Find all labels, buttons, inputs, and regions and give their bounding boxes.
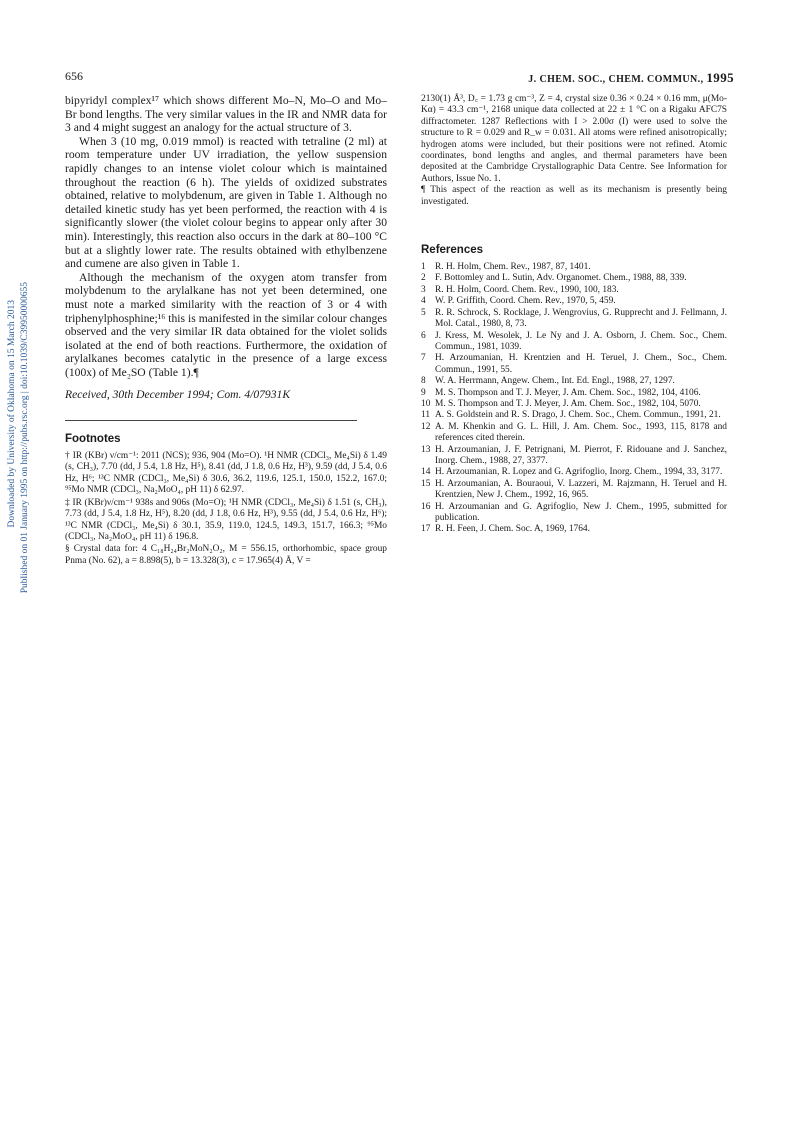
- journal-header: [528, 70, 734, 86]
- body-paragraph-2: When 3 (10 mg, 0.019 mmol) is reacted with tetraline (2 ml) at room temperature under UV irradiation, the yellow suspension rapidly changes to an intense violet colour which is maintained throughout the reaction (6 h). The yields of oxidized substrates obtained, relative to molybdenum, are given in Table 1. Although no detailed kinetic study has yet been performed, the reaction with 4 is significantly slower (the violet colour begins to appear only after 30 min). Interestingly, this reaction also occurs in the dark at 80–100 °C but at a slightly lower rate. The results obtained with ethylbenzene and cumene are also given in Table 1.: [65, 134, 387, 271]
- reference-text: M. S. Thompson and T. J. Meyer, J. Am. Chem. Soc., 1982, 104, 4106.: [435, 387, 701, 398]
- reference-number: 2: [421, 273, 426, 284]
- reference-text: A. M. Khenkin and G. L. Hill, J. Am. Chem. Soc., 1993, 115, 8178 and references cited therein.: [435, 421, 727, 444]
- reference-item: [421, 467, 727, 478]
- reference-item: [421, 524, 727, 535]
- references-heading: References: [421, 244, 484, 257]
- reference-number: 15: [421, 478, 431, 489]
- reference-number: 7: [421, 353, 426, 364]
- reference-item: [421, 296, 727, 307]
- reference-text: R. R. Schrock, S. Rocklage, J. Wengrovius, G. Rupprecht and J. Fellmann, J. Mol. Catal., 1980, 8, 73.: [435, 307, 727, 330]
- reference-item: [421, 262, 727, 273]
- reference-text: A. S. Goldstein and R. S. Drago, J. Chem. Soc., Chem. Commun., 1991, 21.: [435, 410, 721, 421]
- doi-notice[interactable]: Published on 01 January 1995 on http://pubs.rsc.org | doi:10.1039/C39950000655: [20, 282, 30, 594]
- reference-text: M. S. Thompson and T. J. Meyer, J. Am. Chem. Soc., 1982, 104, 5070.: [435, 398, 701, 409]
- reference-text: W. P. Griffith, Coord. Chem. Rev., 1970, 5, 459.: [435, 296, 616, 307]
- footnote-crystal-data: § Crystal data for: 4 C₁₈H₂₄Br₂MoN₂O₂, M = 556.15, orthorhombic, space group Pnma (No. 62), a = 8.898(5), b = 13.328(3), c = 17.965(4) Å, V =: [65, 544, 387, 566]
- right-column: [421, 94, 727, 536]
- received-line: Received, 30th December 1994; Com. 4/07931K: [65, 388, 291, 402]
- reference-text: J. Kress, M. Wesolek, J. Le Ny and J. A. Osborn, J. Chem. Soc., Chem. Commun., 1981, 1039.: [435, 330, 727, 352]
- reference-item: [421, 308, 727, 331]
- reference-text: F. Bottomley and L. Sutin, Adv. Organomet. Chem., 1988, 88, 339.: [435, 273, 687, 284]
- reference-text: R. H. Holm, Chem. Rev., 1987, 87, 1401.: [435, 262, 591, 273]
- reference-item: [421, 399, 727, 410]
- reference-text: H. Arzoumanian and G. Agrifoglio, New J. Chem., 1995, submitted for publication.: [435, 501, 727, 523]
- reference-item: [421, 502, 727, 525]
- reference-item: [421, 285, 727, 296]
- reference-number: 16: [421, 501, 431, 512]
- reference-item: [421, 353, 727, 376]
- reference-item: [421, 331, 727, 354]
- reference-number: 1: [421, 262, 426, 273]
- reference-number: 5: [421, 307, 426, 318]
- reference-text: H. Arzoumanian, A. Bouraoui, V. Lazzeri, M. Rajzmann, H. Teruel and H. Krentzien, New J. Chem., 1992, 16, 965.: [435, 478, 727, 501]
- footnote-dagger: † IR (KBr) ν/cm⁻¹: 2011 (NCS); 936, 904 (Mo=O). ¹H NMR (CDCl₃, Me₄Si) δ 1.49 (s, CH₃), 7.70 (dd, J 5.4, 1.8 Hz, H⁵), 8.41 (dd, J 1.8, 0.6 Hz, H³), 9.59 (dd, J 5.4, 0.6 Hz, H⁶; ¹³C NMR (CDCl₃, Me₄Si) δ 30.6, 36.2, 119.6, 125.1, 150.0, 152.2, 167.0; ⁹⁵Mo NMR (CDCl₃, Na₂MoO₄, pH 11) δ 62.97.: [65, 451, 387, 496]
- footnotes-heading: Footnotes: [65, 433, 121, 446]
- reference-item: [421, 273, 727, 284]
- reference-text: H. Arzoumanian, R. Lopez and G. Agrifoglio, Inorg. Chem., 1994, 33, 3177.: [435, 467, 723, 478]
- footnote-double-dagger: ‡ IR (KBr)ν/cm⁻¹ 938s and 906s (Mo=O); ¹H NMR (CDCl₃, Me₄Si) δ 1.51 (s, CH₃), 7.73 (dd, J 5.4, 1.8 Hz, H⁵), 8.20 (dd, J 1.8, 0.6 Hz, H³), 9.55 (dd, J 5.4, 0.6 Hz, H⁶); ¹³C NMR (CDCl₃, Me₄Si) δ 30.1, 35.9, 119.0, 124.5, 149.3, 151.7, 166.3; ⁹⁵Mo (CDCl₃, Na₂MoO₄, pH 11) δ 196.8.: [65, 497, 387, 542]
- reference-item: [421, 410, 727, 421]
- reference-number: 3: [421, 284, 426, 295]
- left-column: [65, 94, 387, 568]
- section-divider: [65, 420, 357, 421]
- download-watermark: [0, 0, 40, 1128]
- reference-item: [421, 422, 727, 445]
- reference-number: 8: [421, 376, 426, 387]
- reference-number: 4: [421, 296, 426, 307]
- reference-list: [421, 262, 727, 536]
- footnote-crystal-data-continued: 2130(1) Å³, D꜀ = 1.73 g cm⁻³, Z = 4, crystal size 0.36 × 0.24 × 0.16 mm, μ(Mo-Kα) = 43.3 cm⁻¹, 2168 unique data collected at 22 ± 1 °C on a Rigaku AFC7S diffractometer. 1287 Reflections with I > 2.00σ (I) were used to solve the structure to R = 0.029 and R_w = 0.031. All atoms were refined anisotropically; hydrogen atoms were included, but their positions were not refined. Atomic coordinates, bond lengths and angles, and thermal parameters have been deposited at the Cambridge Crystallographic Data Centre. See Information for Authors, Issue No. 1.: [421, 94, 727, 184]
- download-notice[interactable]: Downloaded by University of Oklahoma on 15 March 2013: [7, 300, 17, 528]
- reference-text: R. H. Feen, J. Chem. Soc. A, 1969, 1764.: [435, 524, 590, 535]
- reference-item: [421, 479, 727, 502]
- reference-number: 6: [421, 330, 426, 341]
- reference-item: [421, 388, 727, 399]
- reference-number: 12: [421, 421, 431, 432]
- reference-item: [421, 445, 727, 468]
- journal-year: 1995: [706, 70, 734, 85]
- footnote-pilcrow: ¶ This aspect of the reaction as well as its mechanism is presently being investigated.: [421, 185, 727, 207]
- page-number: 656: [65, 69, 83, 83]
- reference-text: H. Arzoumanian, J. F. Petrignani, M. Pierrot, F. Ridouane and J. Sanchez, Inorg. Chem., 1988, 27, 3377.: [435, 444, 727, 466]
- reference-text: R. H. Holm, Coord. Chem. Rev., 1990, 100, 183.: [435, 284, 619, 295]
- reference-item: [421, 376, 727, 387]
- reference-number: 13: [421, 444, 431, 455]
- reference-number: 11: [421, 410, 431, 421]
- reference-number: 17: [421, 524, 431, 535]
- body-paragraph-1: bipyridyl complex¹⁷ which shows different Mo–N, Mo–O and Mo–Br bond lengths. The very similar values in the IR and NMR data for 3 and 4 might suggest an analogy for the actual structure of 3.: [65, 94, 387, 135]
- reference-number: 10: [421, 398, 431, 409]
- reference-number: 9: [421, 387, 426, 398]
- journal-title: J. CHEM. SOC., CHEM. COMMUN.,: [528, 74, 704, 85]
- reference-number: 14: [421, 467, 431, 478]
- body-paragraph-3: Although the mechanism of the oxygen atom transfer from molybdenum to the arylalkane has not yet been determined, one must note a marked similarity with the reaction of 3 or 4 with triphenylphosphine;¹⁶ this is manifested in the similar colour changes observed and the very similar IR data obtained for the violet solids isolated at the end of both reactions. Furthermore, the oxidation of arylalkanes becomes catalytic in the presence of a large excess (100x) of Me₂SO (Table 1).¶: [65, 270, 387, 379]
- reference-text: W. A. Herrmann, Angew. Chem., Int. Ed. Engl., 1988, 27, 1297.: [435, 376, 675, 387]
- reference-text: H. Arzoumanian, H. Krentzien and H. Teruel, J. Chem., Soc., Chem. Commun., 1991, 55.: [435, 353, 727, 375]
